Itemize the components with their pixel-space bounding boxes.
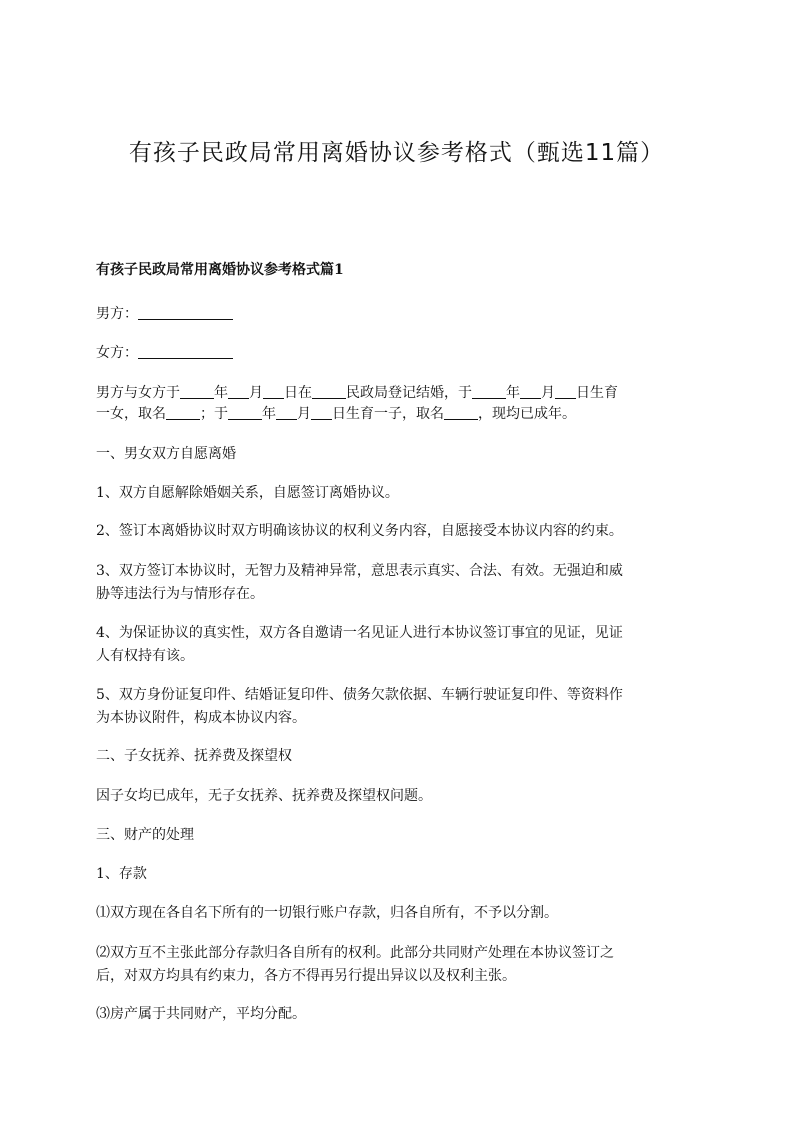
marriage-text: 日生育一子，取名	[332, 406, 444, 422]
paragraph-line: ⑶房产属于共同财产，平均分配。	[96, 1006, 306, 1022]
blank-field	[472, 383, 506, 399]
blank-field	[228, 404, 262, 420]
blank-field	[520, 383, 541, 399]
marriage-text: 日在	[284, 385, 312, 401]
marriage-text: 月	[249, 385, 263, 401]
paragraph-line: ⑵双方互不主张此部分存款归各自所有的权利。此部分共同财产处理在本协议签订之	[96, 945, 614, 961]
blank-field	[228, 383, 249, 399]
male-party-blank	[138, 304, 233, 320]
marriage-text: 月	[541, 385, 555, 401]
paragraph-line: 5、双方身份证复印件、结婚证复印件、债务欠款依据、车辆行驶证复印件、等资料作	[96, 687, 623, 703]
paragraph-line: 三、财产的处理	[96, 827, 194, 843]
blank-field	[312, 383, 346, 399]
marriage-text: 日生育	[576, 385, 618, 401]
male-party-line	[96, 302, 701, 326]
blank-field	[180, 383, 214, 399]
paragraph-line: 4、为保证协议的真实性，双方各自邀请一名见证人进行本协议签订事宜的见证，见证	[96, 625, 623, 641]
female-party-blank	[138, 343, 233, 359]
marriage-text: 民政局登记结婚，于	[346, 385, 472, 401]
paragraph-line: 3、双方签订本协议时，无智力及精神异常，意思表示真实、合法、有效。无强迫和威	[96, 563, 623, 579]
marriage-text: ；于	[200, 406, 228, 422]
document-title: 有孩子民政局常用离婚协议参考格式（甄选11篇）	[128, 140, 665, 166]
marriage-text: 年	[214, 385, 228, 401]
marriage-text: 月	[297, 406, 311, 422]
blank-field	[263, 383, 284, 399]
blank-field	[444, 404, 478, 420]
marriage-text: ，现均已成年。	[478, 406, 576, 422]
marriage-text: 年	[262, 406, 276, 422]
marriage-text: 男方与女方于	[96, 385, 180, 401]
female-party-line	[96, 341, 701, 365]
section-heading: 有孩子民政局常用离婚协议参考格式篇1	[96, 262, 344, 278]
paragraph-line: 因子女均已成年，无子女抚养、抚养费及探望权问题。	[96, 788, 432, 804]
paragraph-line: 2、签订本离婚协议时双方明确该协议的权利义务内容，自愿接受本协议内容的约束。	[96, 523, 623, 539]
paragraph-line: 一、男女双方自愿离婚	[96, 446, 236, 462]
blank-field	[166, 404, 200, 420]
paragraph-line: 人有权持有该。	[96, 648, 194, 664]
blank-field	[555, 383, 576, 399]
marriage-text: 年	[506, 385, 520, 401]
paragraph-line: ⑴双方现在各自名下所有的一切银行账户存款，归各自所有，不予以分割。	[96, 905, 558, 921]
paragraph-line: 为本协议附件，构成本协议内容。	[96, 710, 306, 726]
paragraph-line: 胁等违法行为与情形存在。	[96, 586, 264, 602]
marriage-info-line-2	[96, 402, 701, 426]
male-party-label: 男方：	[96, 306, 138, 322]
blank-field	[311, 404, 332, 420]
paragraph-line: 二、子女抚养、抚养费及探望权	[96, 748, 292, 764]
paragraph-line: 1、双方自愿解除婚姻关系，自愿签订离婚协议。	[96, 485, 399, 501]
female-party-label: 女方：	[96, 345, 138, 361]
paragraph-line: 1、存款	[96, 866, 147, 882]
marriage-text: 一女，取名	[96, 406, 166, 422]
paragraph-line: 后，对双方均具有约束力，各方不得再另行提出异议以及权利主张。	[96, 968, 516, 984]
blank-field	[276, 404, 297, 420]
